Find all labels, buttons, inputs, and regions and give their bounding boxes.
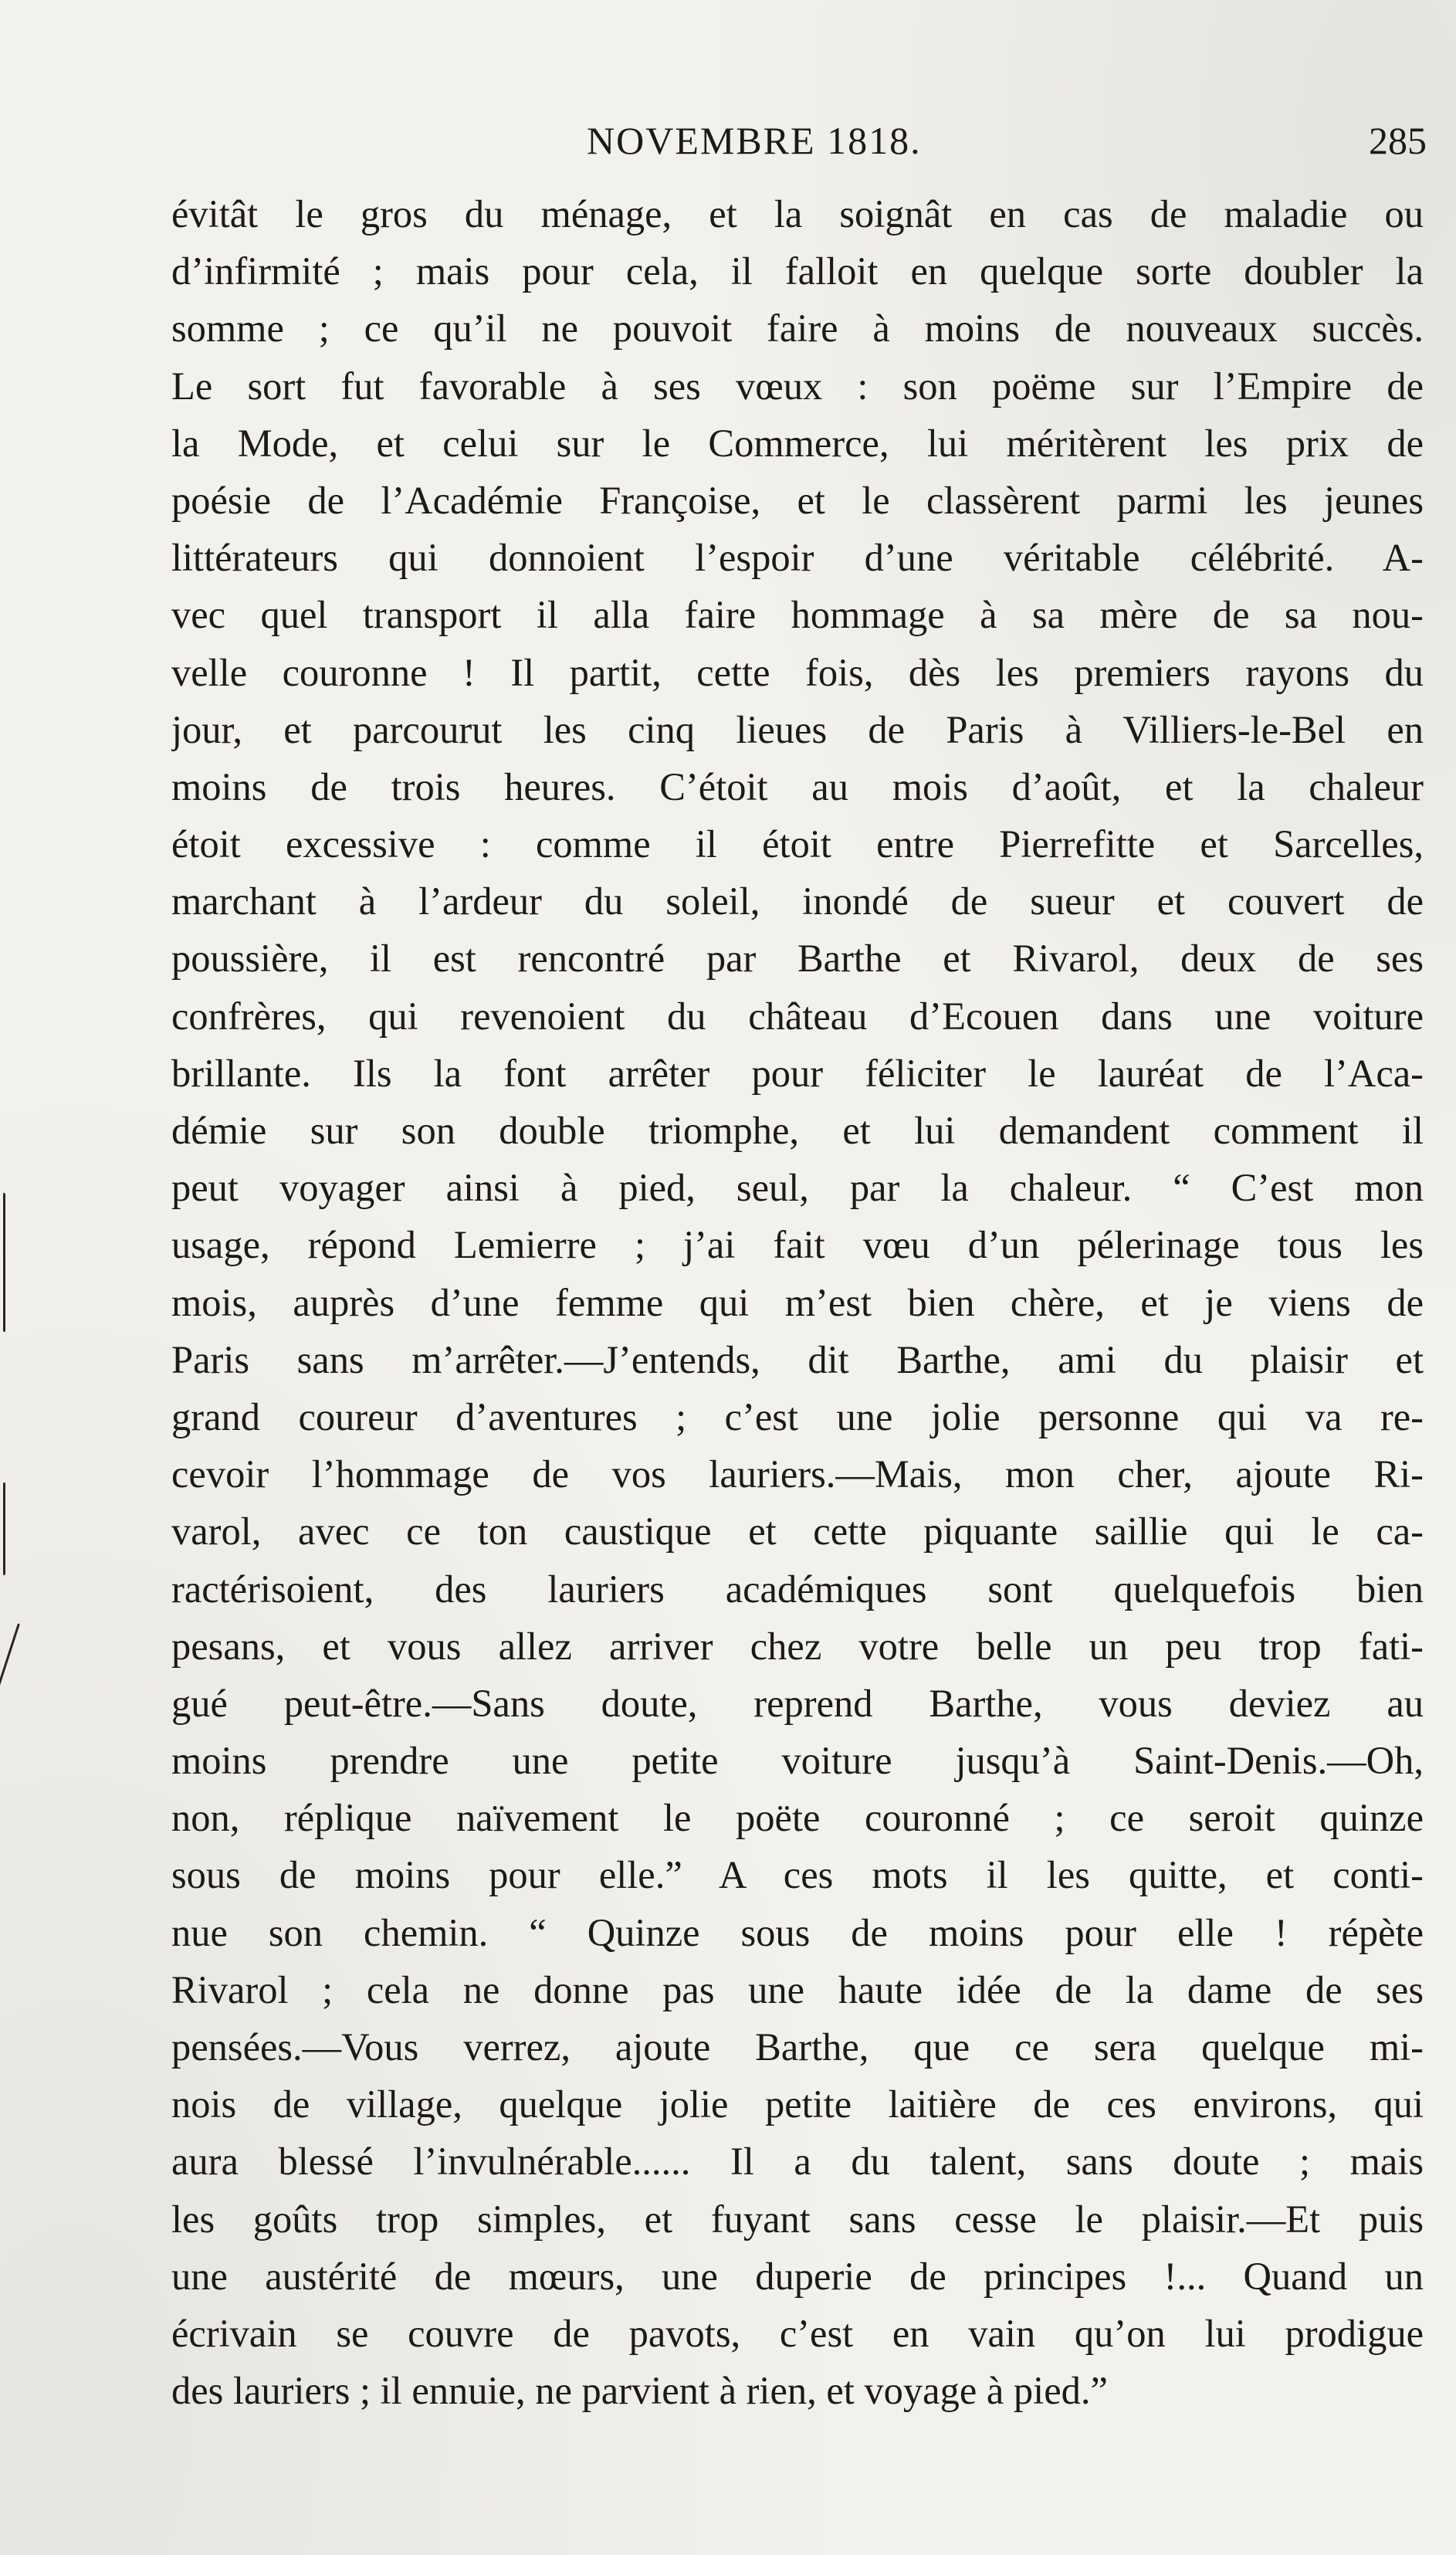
text-line: écrivain se couvre de pavots, c’est en vain qu’on lui prodigue bbox=[171, 2311, 1424, 2355]
text-line: Le sort fut favorable à ses vœux : son poëme sur l’Empire de bbox=[171, 364, 1424, 408]
text-line: velle couronne ! Il partit, cette fois, dès les premiers rayons du bbox=[171, 650, 1424, 694]
text-line: peut voyager ainsi à pied, seul, par la chaleur. “ C’est mon bbox=[171, 1166, 1424, 1210]
text-line: Rivarol ; cela ne donne pas une haute idée de la dame de ses bbox=[171, 1967, 1424, 2011]
text-line: nue son chemin. “ Quinze sous de moins pour elle ! répète bbox=[171, 1910, 1424, 1954]
text-line: marchant à l’ardeur du soleil, inondé de sueur et couvert de bbox=[171, 879, 1424, 923]
text-line: poussière, il est rencontré par Barthe et Rivarol, deux de ses bbox=[171, 937, 1424, 981]
text-line: sous de moins pour elle.” A ces mots il les quitte, et conti- bbox=[171, 1853, 1424, 1897]
text-line: pesans, et vous allez arriver chez votre belle un peu trop fati- bbox=[171, 1624, 1424, 1668]
text-line: moins prendre une petite voiture jusqu’à Saint-Denis.—Oh, bbox=[171, 1739, 1424, 1783]
text-line: poésie de l’Académie Françoise, et le classèrent parmi les jeunes bbox=[171, 478, 1424, 522]
text-line: Paris sans m’arrêter.—J’entends, dit Barthe, ami du plaisir et bbox=[171, 1337, 1424, 1381]
text-line: une austérité de mœurs, une duperie de principes !... Quand un bbox=[171, 2254, 1424, 2298]
text-line: des lauriers ; il ennuie, ne parvient à rien, et voyage à pied.” bbox=[171, 2369, 1108, 2413]
text-line: mois, auprès d’une femme qui m’est bien chère, et je viens de bbox=[171, 1280, 1424, 1324]
text-line: varol, avec ce ton caustique et cette piquante saillie qui le ca- bbox=[171, 1510, 1424, 1554]
margin-ink-mark bbox=[3, 1483, 5, 1575]
text-line: brillante. Ils la font arrêter pour féliciter le lauréat de l’Aca- bbox=[171, 1051, 1424, 1095]
text-line: les goûts trop simples, et fuyant sans cesse le plaisir.—Et puis bbox=[171, 2197, 1424, 2241]
text-line: aura blessé l’invulnérable...... Il a du talent, sans doute ; mais bbox=[171, 2140, 1424, 2184]
text-line: vec quel transport il alla faire hommage à sa mère de sa nou- bbox=[171, 593, 1424, 637]
text-line: non, réplique naïvement le poëte couronné ; ce seroit quinze bbox=[171, 1796, 1424, 1840]
body-text bbox=[171, 185, 1424, 2419]
margin-ink-mark bbox=[3, 1193, 5, 1332]
text-line: d’infirmité ; mais pour cela, il falloit en quelque sorte doubler la bbox=[171, 249, 1424, 293]
text-line: la Mode, et celui sur le Commerce, lui méritèrent les prix de bbox=[171, 421, 1424, 465]
text-line: ractérisoient, des lauriers académiques sont quelquefois bien bbox=[171, 1567, 1424, 1611]
text-line: cevoir l’hommage de vos lauriers.—Mais, mon cher, ajoute Ri- bbox=[171, 1452, 1424, 1496]
text-line: gué peut-être.—Sans doute, reprend Barthe, vous deviez au bbox=[171, 1681, 1424, 1725]
page-number: 285 bbox=[1369, 119, 1427, 162]
text-line: somme ; ce qu’il ne pouvoit faire à moins de nouveaux succès. bbox=[171, 307, 1424, 351]
margin-ink-mark bbox=[0, 1623, 20, 1705]
text-line: grand coureur d’aventures ; c’est une jolie personne qui va re- bbox=[171, 1394, 1424, 1438]
page-header bbox=[0, 117, 1456, 164]
text-line: jour, et parcourut les cinq lieues de Paris à Villiers-le-Bel en bbox=[171, 707, 1424, 751]
text-line: évitât le gros du ménage, et la soignât en cas de maladie ou bbox=[171, 192, 1424, 236]
running-head: NOVEMBRE 1818. bbox=[587, 119, 922, 162]
text-line: démie sur son double triomphe, et lui demandent comment il bbox=[171, 1109, 1424, 1152]
text-line: littérateurs qui donnoient l’espoir d’une véritable célébrité. A- bbox=[171, 536, 1424, 580]
text-line: nois de village, quelque jolie petite laitière de ces environs, qui bbox=[171, 2082, 1424, 2126]
text-line: confrères, qui revenoient du château d’Ecouen dans une voiture bbox=[171, 994, 1424, 1038]
text-line: usage, répond Lemierre ; j’ai fait vœu d’un pélerinage tous les bbox=[171, 1223, 1424, 1267]
text-line: étoit excessive : comme il étoit entre Pierrefitte et Sarcelles, bbox=[171, 822, 1424, 866]
text-line: pensées.—Vous verrez, ajoute Barthe, que ce sera quelque mi- bbox=[171, 2025, 1424, 2069]
text-line: moins de trois heures. C’étoit au mois d’août, et la chaleur bbox=[171, 764, 1424, 808]
